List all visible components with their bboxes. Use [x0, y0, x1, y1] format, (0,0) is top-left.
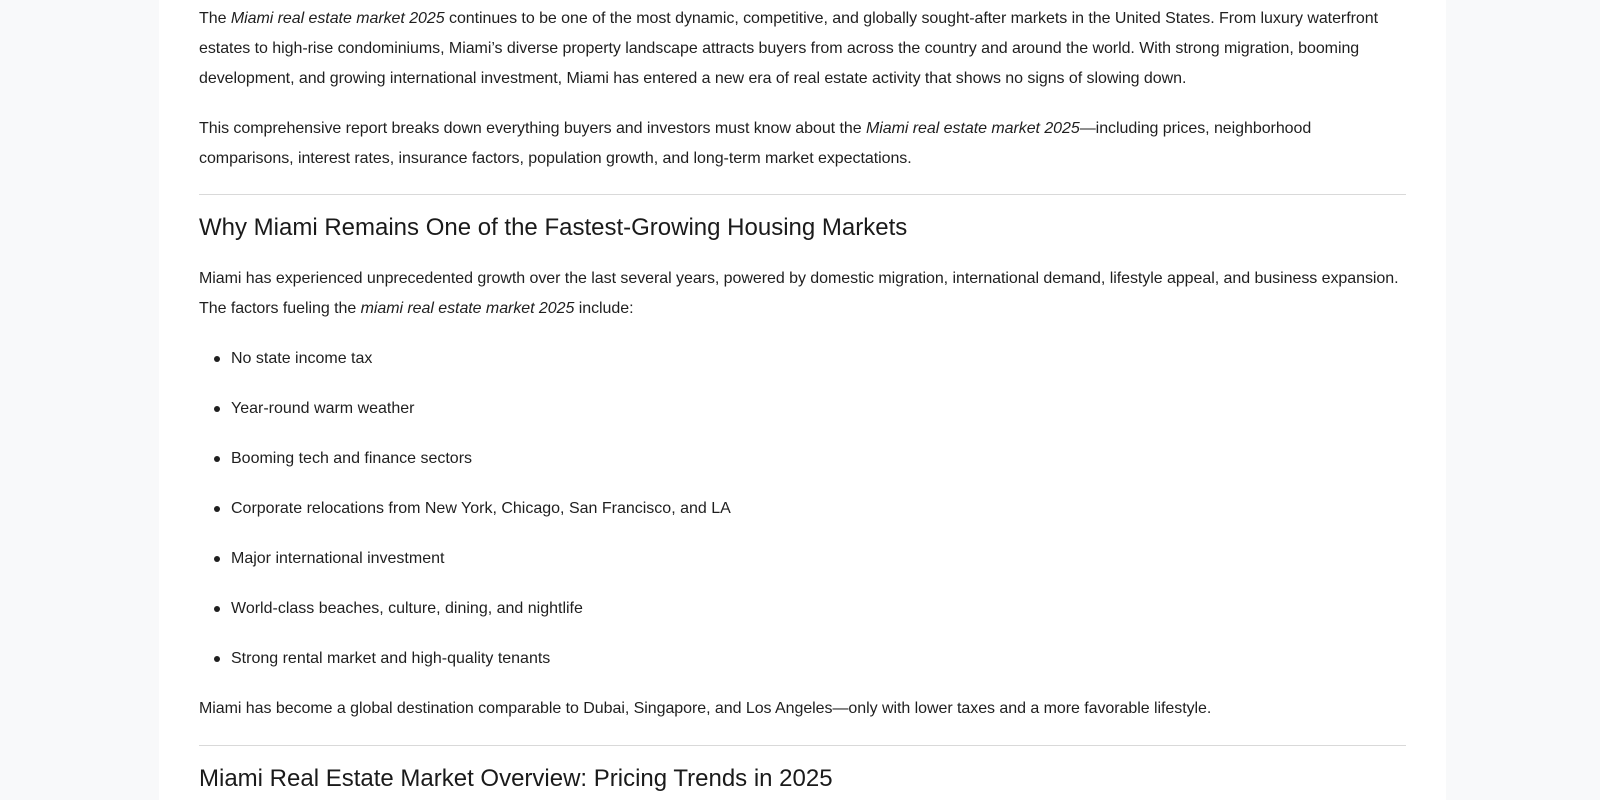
section-heading: Why Miami Remains One of the Fastest-Growing Housing Markets	[199, 214, 908, 241]
section-divider	[199, 194, 1406, 195]
bullet-icon	[214, 506, 220, 512]
list-item-text: Major international investment	[231, 550, 445, 567]
list-item	[199, 444, 731, 494]
intro-text: The	[199, 10, 231, 27]
bullet-icon	[214, 406, 220, 412]
intro-emphasis: Miami real estate market 2025	[865, 120, 1080, 137]
list-item-text: World-class beaches, culture, dining, and nightlife	[231, 600, 583, 617]
intro-text: continues to be one of the most dynamic, competitive, and globally sought-after markets in the United States. From luxury waterfront estates to high-rise condominiums, Miami’s diverse property landscape attracts buyers from across the country and around the world. With strong migration, booming development, and growing international investment, Miami has entered a new era of real estate activity that shows no signs of slowing down.	[199, 10, 1378, 87]
section-paragraph	[199, 264, 1406, 324]
bullet-icon	[214, 356, 220, 362]
list-item	[199, 344, 731, 394]
intro-emphasis: Miami real estate market 2025	[230, 10, 445, 27]
list-item	[199, 594, 731, 644]
list-item	[199, 544, 731, 594]
section-text: include:	[574, 300, 634, 317]
intro-paragraph-1	[199, 4, 1406, 94]
list-item	[199, 644, 731, 694]
bullet-icon	[214, 556, 220, 562]
bullet-icon	[214, 606, 220, 612]
section-emphasis: miami real estate market 2025	[360, 300, 575, 317]
section-closing-paragraph: Miami has become a global destination comparable to Dubai, Singapore, and Los Angeles—only with lower taxes and a more favorable lifestyle.	[199, 700, 1212, 717]
list-item-text: Corporate relocations from New York, Chicago, San Francisco, and LA	[231, 500, 731, 517]
list-item-text: Booming tech and finance sectors	[231, 450, 473, 467]
intro-text: This comprehensive report breaks down everything buyers and investors must know about the	[199, 120, 866, 137]
bullet-icon	[214, 456, 220, 462]
section-text: Miami has experienced unprecedented growth over the last several years, powered by domestic migration, international demand, lifestyle appeal, and business expansion. The factors fueling the	[199, 270, 1399, 317]
intro-paragraph-2	[199, 114, 1406, 174]
bullet-icon	[214, 656, 220, 662]
list-item-text: Year-round warm weather	[231, 400, 415, 417]
section-heading: Miami Real Estate Market Overview: Pricing Trends in 2025	[199, 765, 833, 792]
factors-list	[199, 344, 731, 694]
list-item	[199, 394, 731, 444]
list-item-text: No state income tax	[231, 350, 373, 367]
list-item	[199, 494, 731, 544]
intro-text: —including prices, neighborhood comparisons, interest rates, insurance factors, population growth, and long-term market expectations.	[199, 120, 1312, 167]
article-page	[159, 0, 1446, 800]
list-item-text: Strong rental market and high-quality tenants	[231, 650, 551, 667]
section-divider	[199, 745, 1406, 746]
